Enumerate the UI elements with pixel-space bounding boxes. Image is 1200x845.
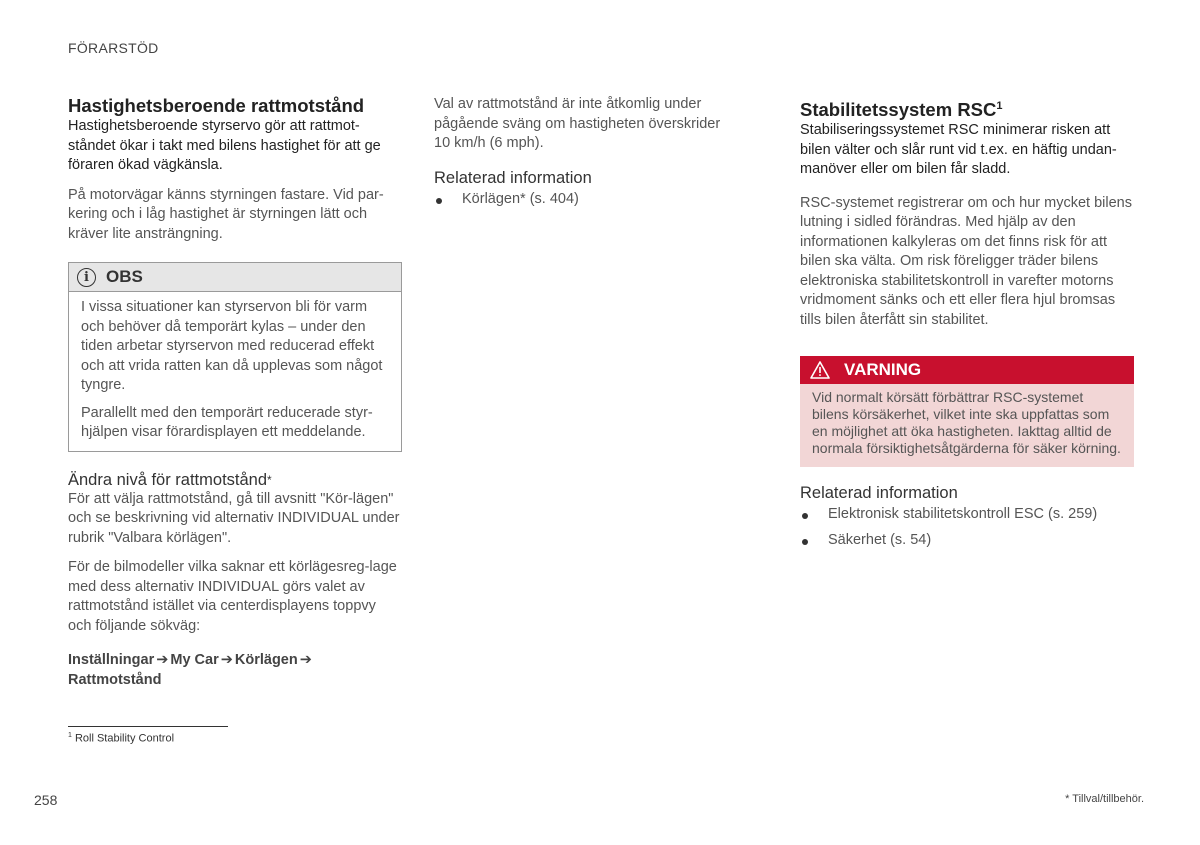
related-link-text[interactable]: Säkerhet (s. 54) <box>828 531 932 548</box>
footnote-divider <box>68 726 228 727</box>
menu-path <box>68 650 402 690</box>
arrow-right-icon: ➔ <box>220 652 233 668</box>
related-list <box>800 505 1134 550</box>
column-middle <box>434 95 734 209</box>
section-title: Hastighetsberoende rattmotstånd <box>68 95 365 116</box>
subsection-title-text: Ändra nivå för rattmotstånd <box>68 470 268 489</box>
bullet-icon <box>802 539 808 545</box>
warning-triangle-icon <box>810 361 830 379</box>
footnote-mark: 1 <box>68 732 72 739</box>
optional-mark: * <box>267 472 272 487</box>
body-paragraph: Val av rattmotstånd är inte åtkomlig under pågående sväng om hastigheten överskrider 10 km/h (6 mph). <box>434 96 721 151</box>
column-left <box>68 95 402 690</box>
related-link[interactable] <box>434 190 734 210</box>
footnote <box>68 732 174 745</box>
path-step: Inställningar <box>68 652 155 668</box>
note-box <box>68 262 402 452</box>
body-paragraph: För att välja rattmotstånd, gå till avsnitt "Kör-lägen" och se beskrivning vid alternativ INDIVIDUAL under rubrik "Valbara körlägen". <box>68 490 400 546</box>
path-step: Rattmotstånd <box>68 672 162 688</box>
related-title: Relaterad information <box>800 484 958 503</box>
section-title-text: Stabilitetssystem RSC <box>800 99 997 121</box>
note-paragraph: Parallellt med den temporärt reducerade styr-hjälpen visar förardisplayen ett meddelande. <box>81 404 373 440</box>
related-title: Relaterad information <box>434 168 592 187</box>
warning-title: VARNING <box>844 360 922 380</box>
related-list <box>434 190 734 210</box>
note-body <box>69 292 401 451</box>
lead-paragraph: Stabiliseringssystemet RSC minimerar risken att bilen välter och slår runt vid t.ex. en häftig undan-manöver eller om bilen får sladd. <box>800 122 1117 178</box>
related-link-text[interactable]: Elektronisk stabilitetskontroll ESC (s. 259) <box>828 506 1098 523</box>
warning-header <box>800 356 1134 384</box>
note-title: OBS <box>106 267 143 286</box>
info-icon: i <box>77 268 96 287</box>
path-step: My Car <box>170 652 219 668</box>
footnote-ref[interactable]: 1 <box>996 100 1003 112</box>
bullet-icon <box>436 198 442 204</box>
subsection-title <box>68 470 402 490</box>
body-paragraph: För de bilmodeller vilka saknar ett körlägesreg-lage med dess alternativ INDIVIDUAL görs valet av rattmotstånd istället via centerdisplayens toppvy och följande sökväg: <box>68 559 397 634</box>
optional-legend: * Tillval/tillbehör. <box>1065 793 1144 805</box>
column-right <box>800 95 1134 550</box>
note-paragraph: I vissa situationer kan styrservon bli för varm och behöver då temporärt kylas – under den tiden arbetar styrservon med reducerad effekt och att vrida ratten kan då upplevas som något tyngre. <box>81 299 383 393</box>
page-number: 258 <box>34 792 58 808</box>
path-step: Körlägen <box>234 652 298 668</box>
note-header <box>69 263 401 292</box>
warning-box <box>800 356 1134 467</box>
bullet-icon <box>802 513 808 519</box>
related-link[interactable] <box>800 505 1134 525</box>
lead-paragraph: Hastighetsberoende styrservo gör att rattmot-ståndet ökar i takt med bilens hastighet för att ge föraren ökad vägkänsla. <box>68 118 381 173</box>
arrow-right-icon: ➔ <box>299 652 312 668</box>
body-paragraph: RSC-systemet registrerar om och hur mycket bilens lutning i sidled förändras. Med hjälp av den informationen kalkyleras om det finns risk för att bilen ska välta. Om risk föreligger träder bilens elektroniska stabilitetskontroll in varefter motorns vridmoment sänks och ett eller flera hjul bromsas tills bilen återfått sin stabilitet. <box>800 194 1132 328</box>
related-link[interactable] <box>800 531 1134 551</box>
section-title <box>800 95 1134 121</box>
footnote-text: Roll Stability Control <box>74 732 175 745</box>
warning-text: Vid normalt körsätt förbättrar RSC-systemet bilens körsäkerhet, vilket inte ska uppfattas som en möjlighet att öka hastigheten. Iakttag alltid de normala försiktighetsåtgärderna för säker körning. <box>812 389 1121 457</box>
warning-body <box>800 384 1134 467</box>
body-paragraph: På motorvägar känns styrningen fastare. Vid par-kering och i låg hastighet är styrningen lätt och kräver lite ansträngning. <box>68 186 384 242</box>
related-link-text[interactable]: Körlägen* (s. 404) <box>462 190 579 207</box>
arrow-right-icon: ➔ <box>156 652 169 668</box>
section-header: FÖRARSTÖD <box>68 40 159 56</box>
